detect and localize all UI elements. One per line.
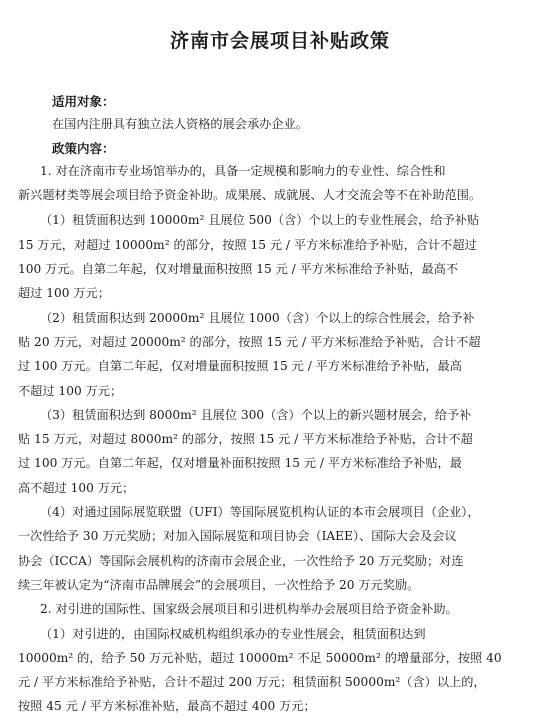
content-label: 政策内容： (52, 141, 115, 156)
body-line: 过 100 万元。自第二年起，仅对增量补面积按照 15 元 / 平方米标准给予补贴，最 (18, 456, 462, 470)
body-line: 过 100 万元。自第二年起，仅对增量面积按照 15 元 / 平方米标准给予补贴，最高 (18, 359, 462, 373)
body-line: 15 万元，对超过 10000m² 的部分，按照 15 元 / 平方米标准给予补贴，合计不超过 (18, 238, 477, 252)
body-line: 元 / 平方米标准给予补贴，合计不超过 200 万元；租赁面积 50000m²（含）以上的， (18, 675, 486, 689)
body-line: 10000m² 的，给予 50 万元补贴，超过 10000m² 不足 50000m² 的增量部分，按照 40 (18, 651, 502, 665)
document-title: 济南市会展项目补贴政策 (169, 30, 390, 52)
body-line: （1）租赁面积达到 10000m² 且展位 500（含）个以上的专业性展会，给予补贴 (40, 213, 480, 227)
body-line: 新兴题材类等展会项目给予资金补助。成果展、成就展、人才交流会等不在补助范围。 (18, 188, 482, 202)
body-line: 1. 对在济南市专业场馆举办的，具备一定规模和影响力的专业性、综合性和 (40, 164, 446, 178)
body-line: 2. 对引进的国际性、国家级会展项目和引进机构举办会展项目给予资金补助。 (40, 602, 458, 616)
body-line: （1）对引进的，由国际权威机构组织承办的专业性展会，租赁面积达到 (40, 627, 426, 641)
body-line: 续三年被认定为“济南市品牌展会”的会展项目，一次性给予 20 万元奖励。 (18, 578, 420, 592)
body-line: 协会（ICCA）等国际会展机构的济南市会展企业，一次性给予 20 万元奖励；对连 (18, 554, 464, 568)
body-line: 不超过 100 万元； (18, 384, 123, 398)
body-line: 100 万元。自第二年起，仅对增量面积按照 15 元 / 平方米标准给予补贴，最高不 (18, 262, 459, 276)
body-line: 高不超过 100 万元； (18, 481, 135, 495)
body-line: 贴 20 万元，对超过 20000m² 的部分，按照 15 元 / 平方米标准给予补贴，合计不超 (18, 335, 481, 349)
body-line: 一次性给予 30 万元奖励；对加入国际展览和项目协会（IAEE）、国际大会及会议 (18, 529, 457, 543)
body-line: （4）对通过国际展览联盟（UFI）等国际展览机构认证的本市会展项目（企业）， (40, 505, 480, 519)
applicable-label: 适用对象： (52, 94, 115, 109)
body-line: （3）租赁面积达到 8000m² 且展位 300（含）个以上的新兴题材展会，给予补 (40, 408, 472, 422)
applicable-text: 在国内注册具有独立法人资格的展会承办企业。 (52, 117, 308, 131)
body-line: （2）租赁面积达到 20000m² 且展位 1000（含）个以上的综合性展会，给予补 (40, 311, 475, 325)
body-line: 按照 45 元 / 平方米标准补贴，最高不超过 400 万元； (18, 699, 316, 713)
body-line: 超过 100 万元； (18, 286, 110, 300)
body-line: 贴 15 万元，对超过 8000m² 的部分，按照 15 元 / 平方米标准给予补贴，合计不超 (18, 432, 473, 446)
